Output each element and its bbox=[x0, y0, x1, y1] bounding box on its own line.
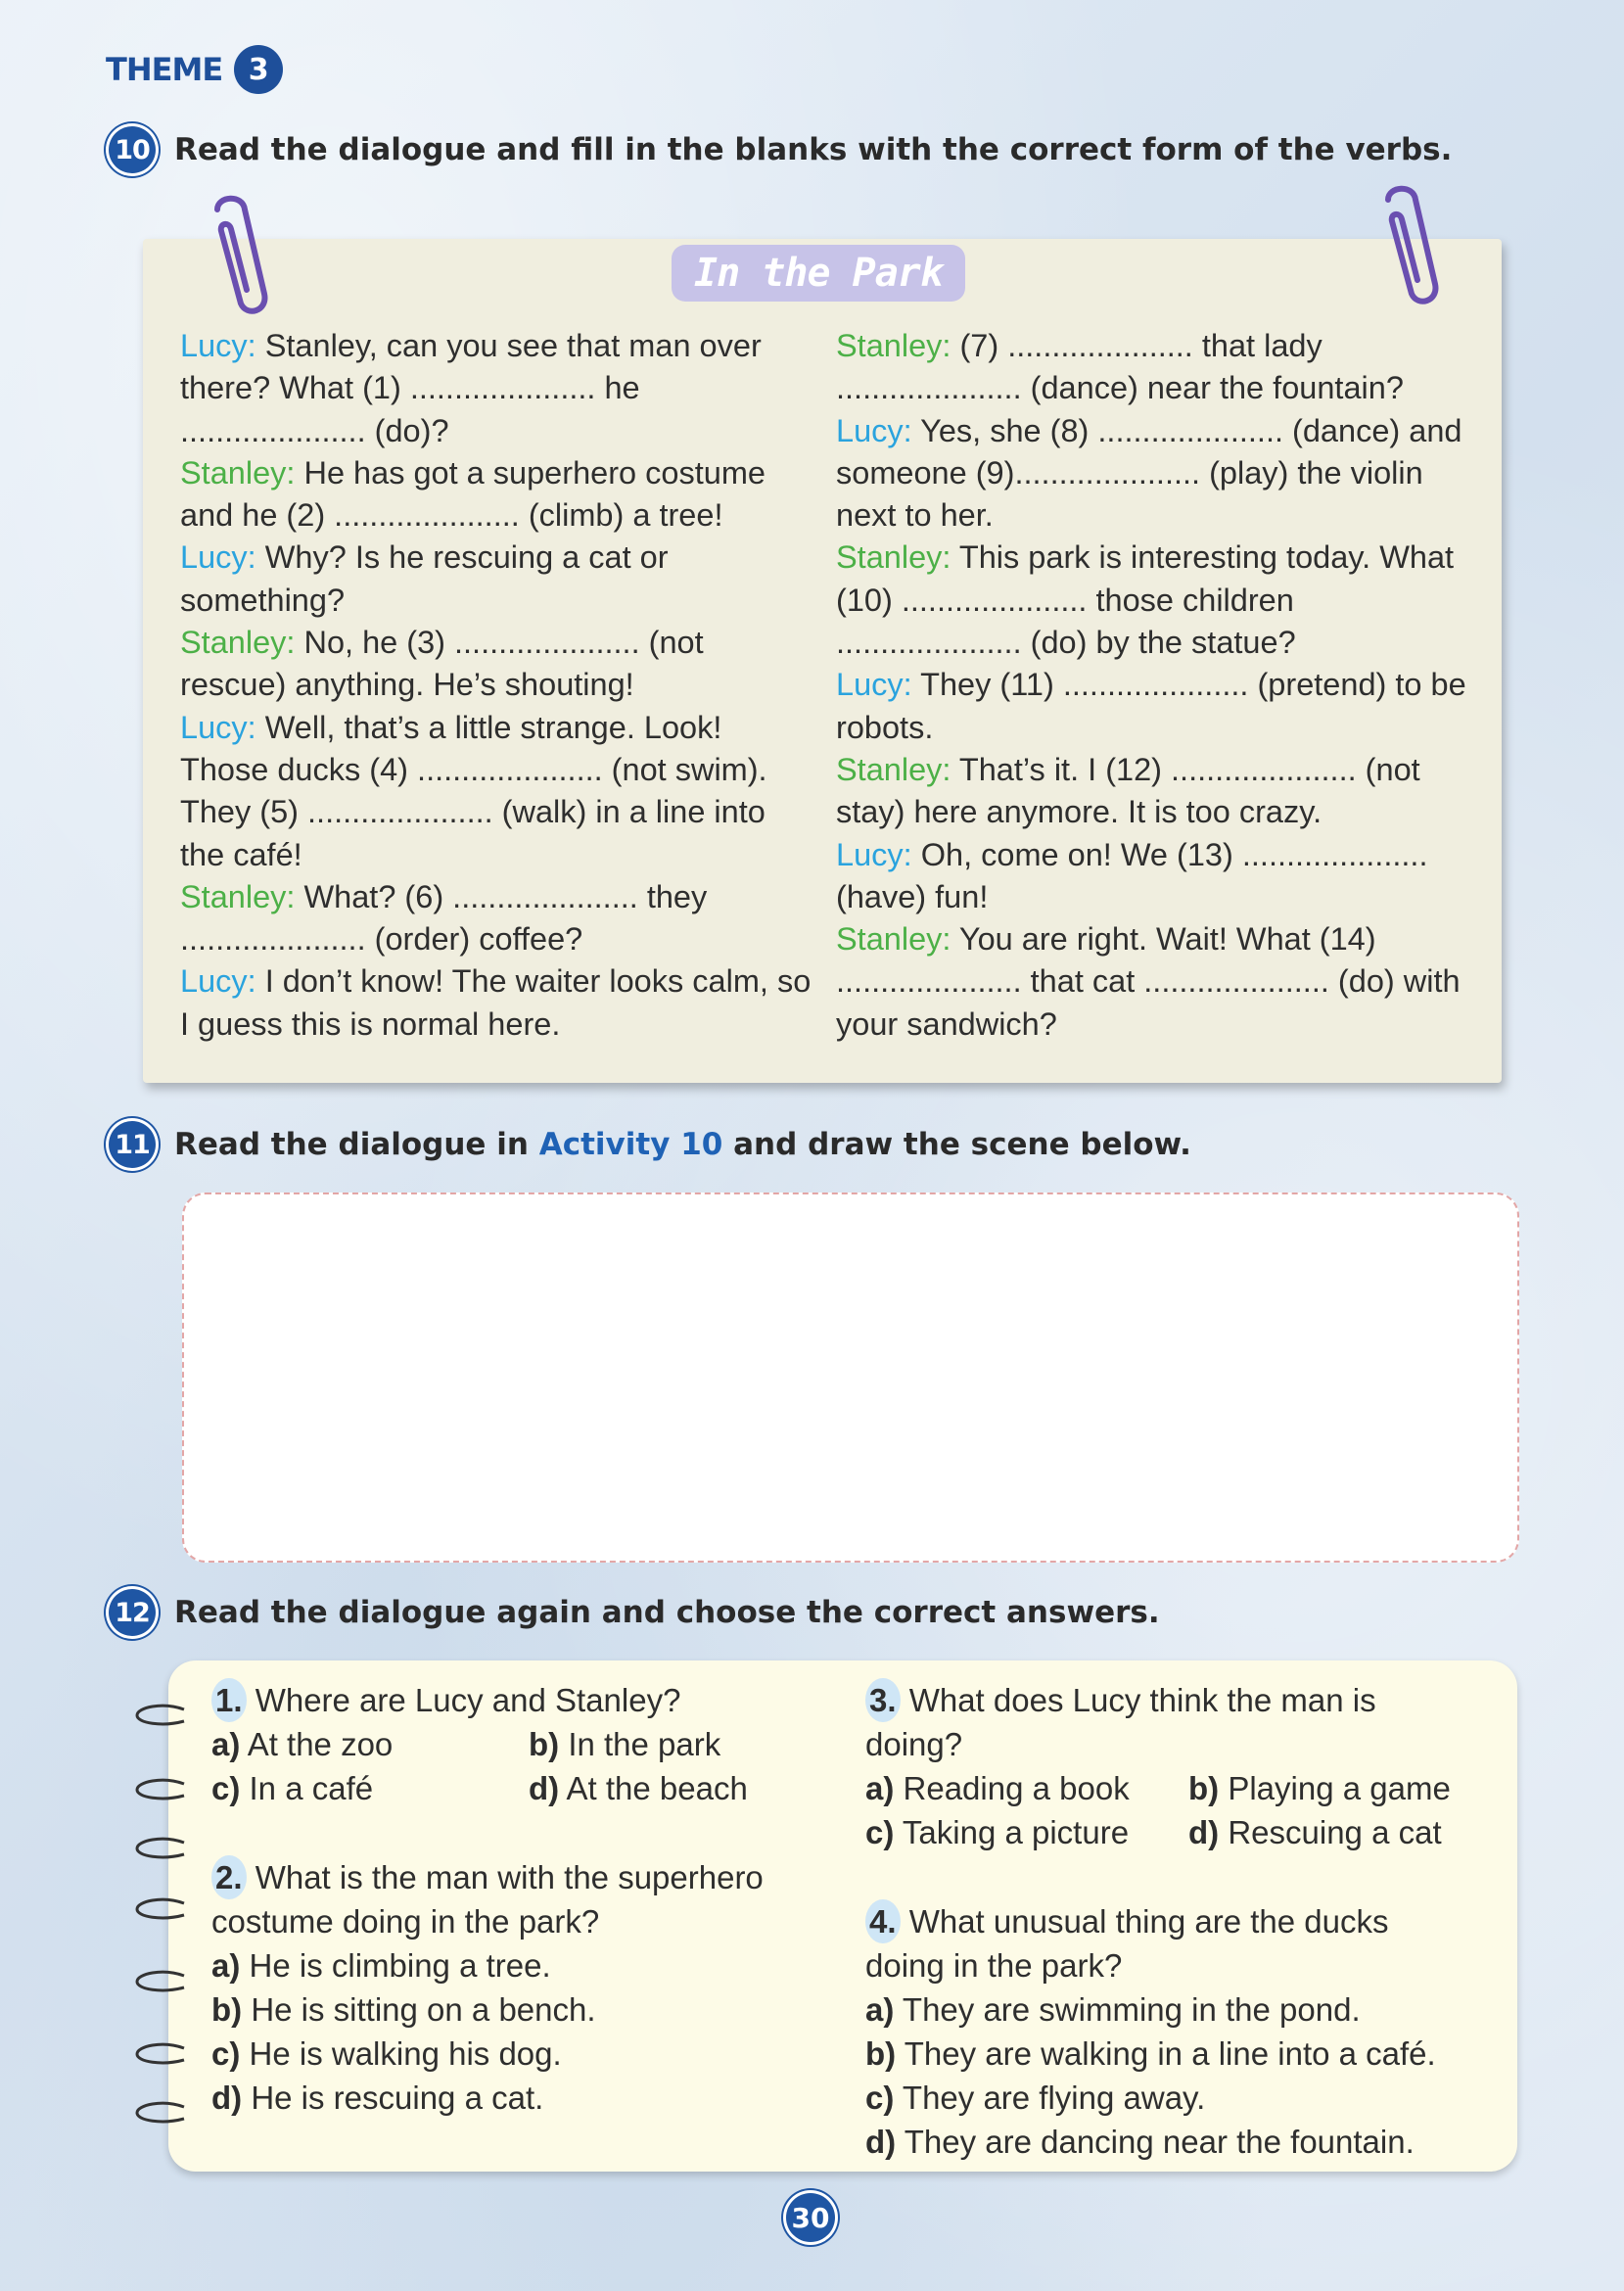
option-letter: d) bbox=[529, 1770, 560, 1806]
question-3 bbox=[865, 1678, 1451, 1722]
dialogue-line bbox=[836, 918, 1472, 1046]
binder-ring-icon bbox=[133, 1897, 188, 1921]
option-text: In the park bbox=[559, 1726, 721, 1762]
option-text: He is walking his dog. bbox=[240, 2035, 562, 2072]
option-letter: d) bbox=[211, 2080, 243, 2116]
option-letter: d) bbox=[865, 2124, 897, 2160]
instruction-text: Read the dialogue in bbox=[174, 1127, 539, 1162]
question-2-cont: costume doing in the park? bbox=[211, 1903, 600, 1940]
activity-12-heading bbox=[106, 1586, 1160, 1639]
line-text: (7) ..................... that lady ..................... (dance) near the fountain? bbox=[836, 328, 1404, 406]
options-row bbox=[865, 1810, 1451, 1854]
question-text: What is the man with the superhero bbox=[246, 1859, 764, 1895]
dialogue-line bbox=[180, 325, 816, 452]
paperclip-icon bbox=[196, 192, 274, 319]
option-text: He is rescuing a cat. bbox=[242, 2080, 544, 2116]
option-letter: d) bbox=[1188, 1814, 1220, 1850]
dialogue-line bbox=[180, 452, 816, 538]
line-text: What? (6) ..................... they ..................... (order) coffee? bbox=[180, 878, 708, 958]
activity-reference-link: Activity 10 bbox=[538, 1127, 723, 1162]
option-d[interactable] bbox=[529, 1766, 748, 1810]
dialogue-left-column bbox=[180, 325, 816, 1046]
binder-ring-icon bbox=[133, 1778, 188, 1801]
option-text: At the beach bbox=[559, 1770, 748, 1806]
dialogue-line bbox=[180, 622, 816, 707]
line-text: You are right. Wait! What (14) ..................... that cat ..................... (do) with your sandwich? bbox=[836, 921, 1461, 1042]
dialogue-line bbox=[180, 707, 816, 876]
line-text: Yes, she (8) ..................... (dance) and someone (9)..................... (play) the violin next to her. bbox=[836, 412, 1462, 534]
speaker-stanley: Stanley: bbox=[180, 625, 296, 661]
option-text: They are dancing near the fountain. bbox=[896, 2124, 1415, 2160]
line-text: This park is interesting today. What (10) ..................... those children ..................... (do) by the statue? bbox=[836, 539, 1455, 661]
question-text: What does Lucy think the man is bbox=[900, 1682, 1376, 1718]
theme-header bbox=[106, 45, 283, 94]
speaker-lucy: Lucy: bbox=[836, 667, 912, 703]
line-text: He has got a superhero costume and he (2) ..................... (climb) a tree! bbox=[180, 454, 766, 534]
activity-11-heading bbox=[106, 1118, 1191, 1171]
questions-left-column bbox=[211, 1678, 764, 2120]
option-b[interactable] bbox=[1188, 1766, 1451, 1810]
binder-ring-icon bbox=[133, 2101, 188, 2125]
question-4-cont: doing in the park? bbox=[865, 1947, 1123, 1984]
question-2 bbox=[211, 1855, 764, 1899]
activity-number-badge: 12 bbox=[106, 1586, 159, 1639]
activity-number-badge: 10 bbox=[106, 123, 159, 176]
dialogue-line bbox=[836, 834, 1472, 919]
option-letter: b) bbox=[211, 1991, 243, 2028]
speaker-lucy: Lucy: bbox=[836, 836, 912, 872]
option-a[interactable] bbox=[211, 1943, 764, 1987]
options-row bbox=[211, 1766, 764, 1810]
line-text: They (11) ..................... (pretend) to be robots. bbox=[836, 667, 1466, 745]
option-letter: b) bbox=[529, 1726, 560, 1762]
option-text: They are walking in a line into a café. bbox=[896, 2035, 1436, 2072]
question-number: 1. bbox=[211, 1678, 247, 1722]
option-text: They are swimming in the pond. bbox=[894, 1991, 1361, 2028]
binder-ring-icon bbox=[133, 1704, 188, 1727]
option-d[interactable] bbox=[211, 2076, 764, 2120]
question-4 bbox=[865, 1899, 1451, 1943]
option-text: In a café bbox=[240, 1770, 374, 1806]
option-b[interactable] bbox=[865, 2032, 1451, 2076]
option-letter: a) bbox=[211, 1947, 241, 1984]
option-c[interactable] bbox=[211, 1766, 529, 1810]
speaker-stanley: Stanley: bbox=[836, 539, 951, 576]
option-text: Rescuing a cat bbox=[1219, 1814, 1442, 1850]
speaker-lucy: Lucy: bbox=[836, 412, 912, 448]
dialogue-line bbox=[180, 960, 816, 1046]
paperclip-icon bbox=[1367, 182, 1445, 309]
question-text: What unusual thing are the ducks bbox=[900, 1903, 1389, 1940]
questions-right-column bbox=[865, 1678, 1451, 2164]
binder-ring-icon bbox=[133, 2042, 188, 2066]
speaker-stanley: Stanley: bbox=[836, 751, 951, 787]
line-text: I don’t know! The waiter looks calm, so I guess this is normal here. bbox=[180, 963, 812, 1042]
speaker-lucy: Lucy: bbox=[180, 709, 256, 745]
speaker-stanley: Stanley: bbox=[836, 328, 951, 363]
binder-ring-icon bbox=[133, 1837, 188, 1860]
line-text: That’s it. I (12) ..................... (not stay) here anymore. It is too crazy. bbox=[836, 751, 1420, 830]
question-text: Where are Lucy and Stanley? bbox=[246, 1682, 681, 1718]
option-letter: c) bbox=[865, 2080, 895, 2116]
option-a[interactable] bbox=[865, 1987, 1451, 2032]
drawing-area[interactable] bbox=[182, 1192, 1519, 1563]
speaker-stanley: Stanley: bbox=[180, 454, 296, 491]
speaker-lucy: Lucy: bbox=[180, 539, 256, 576]
option-text: They are flying away. bbox=[894, 2080, 1206, 2116]
speaker-lucy: Lucy: bbox=[180, 328, 256, 363]
option-letter: a) bbox=[211, 1726, 241, 1762]
option-letter: c) bbox=[211, 2035, 241, 2072]
option-b[interactable] bbox=[529, 1722, 720, 1766]
line-text: No, he (3) ..................... (not rescue) anything. He’s shouting! bbox=[180, 625, 704, 703]
question-number: 3. bbox=[865, 1678, 901, 1722]
options-row bbox=[211, 1722, 764, 1766]
dialogue-title: In the Park bbox=[672, 245, 965, 302]
option-text: Reading a book bbox=[894, 1770, 1130, 1806]
option-letter: c) bbox=[865, 1814, 895, 1850]
instruction-text: and draw the scene below. bbox=[722, 1127, 1191, 1162]
line-text: Well, that’s a little strange. Look! Those ducks (4) ..................... (not swim). They (5) ..................... (walk) in a line into the café! bbox=[180, 709, 767, 872]
question-3-cont: doing? bbox=[865, 1726, 963, 1762]
question-number: 4. bbox=[865, 1899, 901, 1943]
activity-instruction bbox=[174, 1127, 1191, 1162]
dialogue-line bbox=[180, 876, 816, 961]
option-text: At the zoo bbox=[240, 1726, 394, 1762]
option-a[interactable] bbox=[211, 1722, 529, 1766]
options-row bbox=[865, 1766, 1451, 1810]
theme-label: THEME bbox=[106, 51, 223, 88]
option-c[interactable] bbox=[865, 2076, 1451, 2120]
option-b[interactable] bbox=[211, 1987, 764, 2032]
dialogue-line bbox=[180, 537, 816, 622]
dialogue-line bbox=[836, 537, 1472, 664]
activity-instruction: Read the dialogue and fill in the blanks with the correct form of the verbs. bbox=[174, 132, 1453, 167]
speaker-stanley: Stanley: bbox=[180, 878, 296, 914]
option-c[interactable] bbox=[865, 1810, 1188, 1854]
option-text: Taking a picture bbox=[894, 1814, 1130, 1850]
dialogue-right-column bbox=[836, 325, 1472, 1046]
line-text: Why? Is he rescuing a cat or something? bbox=[180, 539, 669, 618]
dialogue-line bbox=[836, 325, 1472, 410]
activity-number-badge: 11 bbox=[106, 1118, 159, 1171]
option-letter: a) bbox=[865, 1991, 895, 2028]
binder-ring-icon bbox=[133, 1970, 188, 1993]
option-text: He is climbing a tree. bbox=[240, 1947, 551, 1984]
activity-instruction: Read the dialogue again and choose the correct answers. bbox=[174, 1595, 1160, 1630]
option-letter: a) bbox=[865, 1770, 895, 1806]
option-text: Playing a game bbox=[1219, 1770, 1451, 1806]
speaker-lucy: Lucy: bbox=[180, 963, 256, 1000]
page-number: 30 bbox=[783, 2190, 838, 2245]
line-text: Oh, come on! We (13) ..................... (have) fun! bbox=[836, 836, 1428, 914]
option-d[interactable] bbox=[1188, 1810, 1442, 1854]
option-letter: b) bbox=[865, 2035, 897, 2072]
line-text: Stanley, can you see that man over there? What (1) ..................... he ..................... (do)? bbox=[180, 328, 762, 448]
dialogue-line bbox=[836, 410, 1472, 538]
dialogue-line bbox=[836, 749, 1472, 834]
speaker-stanley: Stanley: bbox=[836, 921, 951, 958]
option-c[interactable] bbox=[211, 2032, 764, 2076]
activity-10-heading bbox=[106, 123, 1452, 176]
question-number: 2. bbox=[211, 1855, 247, 1899]
option-a[interactable] bbox=[865, 1766, 1188, 1810]
option-letter: b) bbox=[1188, 1770, 1220, 1806]
option-d[interactable] bbox=[865, 2120, 1451, 2164]
option-letter: c) bbox=[211, 1770, 241, 1806]
question-1 bbox=[211, 1678, 764, 1722]
theme-number-badge: 3 bbox=[234, 45, 283, 94]
option-text: He is sitting on a bench. bbox=[242, 1991, 596, 2028]
dialogue-line bbox=[836, 664, 1472, 749]
